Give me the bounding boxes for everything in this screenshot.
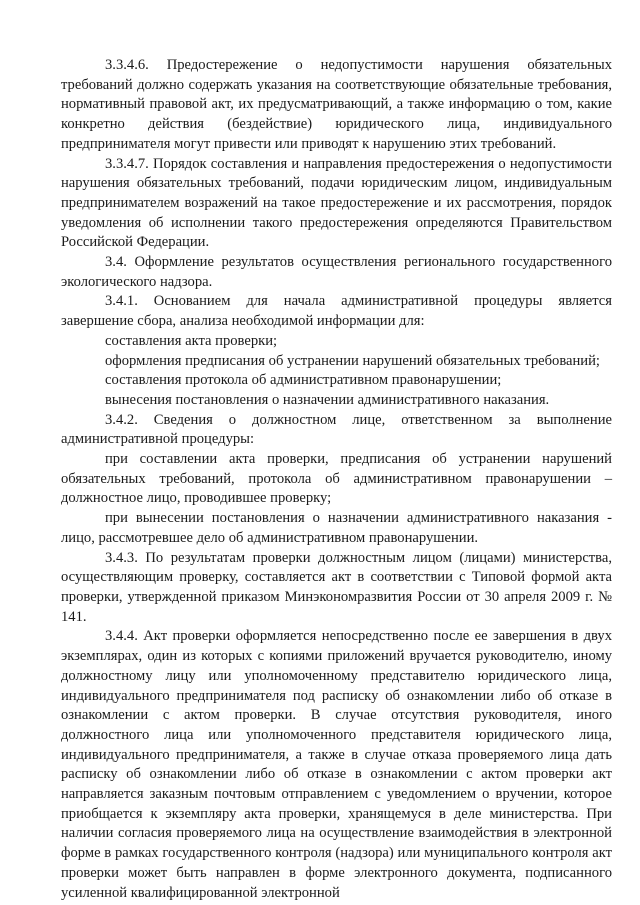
paragraph-3-4-1: 3.4.1. Основанием для начала административной процедуры является завершение сбора, анализа необходимой информации для:: [61, 293, 612, 330]
paragraph-3-4-3: 3.4.3. По результатам проверки должностным лицом (лицами) министерства, осуществляющим проверку, составляется акт в соответствии с Типовой формой акта проверки, утвержденной приказом Минэкономразвития России от 30 апреля 2009 г. № 141.: [61, 549, 612, 625]
list-item: составления акта проверки;: [105, 332, 278, 349]
document-page: [61, 56, 612, 903]
list-item: при вынесении постановления о назначении административного наказания - лицо, рассмотревшее дело об административном правонарушении.: [61, 510, 612, 546]
paragraph-3-4-2: 3.4.2. Сведения о должностном лице, ответственном за выполнение административной процедуры:: [61, 411, 612, 448]
section-heading-3-4: 3.4. Оформление результатов осуществления регионального государственного экологического надзора.: [61, 254, 612, 290]
paragraph-3-4-4: 3.4.4. Акт проверки оформляется непосредственно после ее завершения в двух экземплярах, один из которых с копиями приложений вручается руководителю, иному должностному лицу или уполномоченному представителю юридического лица, индивидуального предпринимателя под расписку об ознакомлении либо об отказе в ознакомлении с актом проверки. В случае отсутствия руководителя, иного должностного лица или уполномоченного представителя юридического лица, индивидуального предпринимателя, а также в случае отказа проверяемого лица дать расписку об ознакомлении либо об отказе в ознакомлении с актом проверки акт направляется заказным почтовым отправлением с уведомлением о вручении, которое приобщается к экземпляру акта проверки, хранящемуся в деле министерства. При наличии согласия проверяемого лица на осуществление взаимодействия в электронной форме в рамках государственного контроля (надзора) или муниципального контроля акт проверки может быть направлен в форме электронного документа, подписанного усиленной квалифицированной электронной: [61, 628, 612, 901]
list-item: оформления предписания об устранении нарушений обязательных требований;: [105, 352, 600, 369]
list-item: вынесения постановления о назначении административного наказания.: [105, 391, 550, 408]
list-item: составления протокола об административном правонарушении;: [105, 372, 502, 389]
paragraph-3-3-4-7: 3.3.4.7. Порядок составления и направления предостережения о недопустимости нарушения обязательных требований, подачи юридическим лицом, индивидуальным предпринимателем возражений на такое предостережение и их рассмотрения, порядок уведомления об исполнении такого предостережения определяются Правительством Российской Федерации.: [61, 155, 612, 251]
list-item: при составлении акта проверки, предписания об устранении нарушений обязательных требований, протокола об административном правонарушении – должностное лицо, проводившее проверку;: [61, 451, 612, 507]
paragraph-3-3-4-6: 3.3.4.6. Предостережение о недопустимости нарушения обязательных требований должно содержать указания на соответствующие обязательные требования, нормативный правовой акт, их предусматривающий, а также информацию о том, какие конкретно действия (бездействие) юридического лица, индивидуального предпринимателя могут привести или приводят к нарушению этих требований.: [61, 57, 612, 152]
